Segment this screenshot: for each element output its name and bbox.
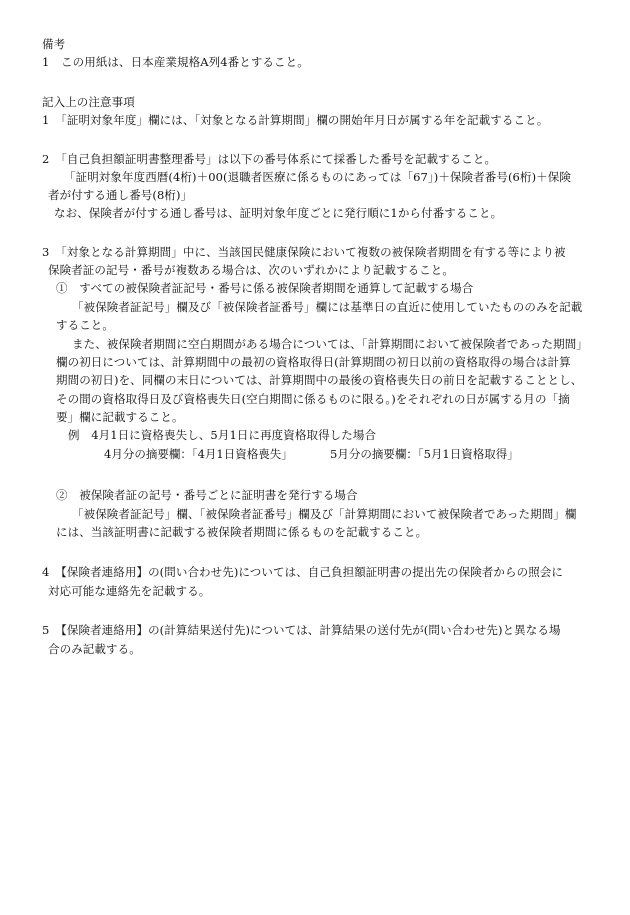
note-3-sub-1-line-7: 要」欄に記載すること。 xyxy=(56,410,184,424)
note-3-sub-2-heading: ② 被保険者証の記号・番号ごとに証明書を発行する場合 xyxy=(56,488,358,502)
remarks-heading: 備考 xyxy=(42,37,66,51)
note-1: 1 「証明対象年度」欄には、「対象となる計算期間」欄の開始年月日が属する年を記載すること。 xyxy=(42,113,549,127)
note-3-sub-1-line-2: すること。 xyxy=(56,318,114,332)
note-3-example-may: 5月分の摘要欄：「5月1日資格取得」 xyxy=(330,447,519,461)
note-4-line-2: 対応可能な連絡先を記載する。 xyxy=(48,584,211,598)
note-3-line-1: 3 「対象となる計算期間」中に、当該国民健康保険において複数の被保険者期間を有する等により被 xyxy=(42,245,566,259)
note-2-line-1: 2 「自己負担額証明書整理番号」は以下の番号体系にて採番した番号を記載すること。 xyxy=(42,152,497,166)
remarks-item-1: 1 この用紙は、日本産業規格A列4番とすること。 xyxy=(42,55,309,69)
notes-heading: 記入上の注意事項 xyxy=(42,95,135,109)
note-3-sub-1-line-3: また、被保険者期間に空白期間がある場合については、「計算期間において被保険者であった期間」 xyxy=(72,337,588,351)
note-3-sub-1-line-4: 欄の初日については、計算期間中の最初の資格取得日(計算期間の初日以前の資格取得の場合は計算 xyxy=(56,355,571,369)
note-5-line-1: 5 【保険者連絡用】の(計算結果送付先)については、計算結果の送付先が(問い合わせ先)と異なる場 xyxy=(42,623,561,637)
note-3-sub-2-line-2: には、当該証明書に記載する被保険者期間に係るものを記載すること。 xyxy=(56,525,428,539)
note-3-sub-2-line-1: 「被保険者証記号」欄、「被保険者証番号」欄及び「計算期間において被保険者であった期間」欄 xyxy=(72,507,577,521)
note-3-example: 例 4月1日に資格喪失し、5月1日に再度資格取得した場合 xyxy=(68,428,377,442)
note-4-line-1: 4 【保険者連絡用】の(問い合わせ先)については、自己負担額証明書の提出先の保険者からの照会に xyxy=(42,565,564,579)
note-3-sub-1-line-6: その間の資格取得日及び資格喪失日(空白期間に係るものに限る。)をそれぞれの日が属する月の「摘 xyxy=(56,392,570,406)
note-3-sub-1-line-1: 「被保険者証記号」欄及び「被保険者証番号」欄には基準日の直近に使用していたもののみを記載 xyxy=(72,300,583,314)
note-2-line-3: 者が付する通し番号(8桁)」 xyxy=(48,188,193,202)
note-2-line-4: なお、保険者が付する通し番号は、証明対象年度ごとに発行順に1から付番すること。 xyxy=(54,206,503,220)
note-3-sub-1-line-5: 期間の初日)を、同欄の末日については、計算期間中の最後の資格喪失日の前日を記載することとし、 xyxy=(56,373,583,387)
note-5-line-2: 合のみ記載する。 xyxy=(48,642,141,656)
note-3-line-2: 保険者証の記号・番号が複数ある場合は、次のいずれかにより記載すること。 xyxy=(48,263,454,277)
note-3-example-april: 4月分の摘要欄：「4月1日資格喪失」 xyxy=(104,447,293,461)
note-2-line-2: 「証明対象年度西暦(4桁)＋00(退職者医療に係るものにあっては「67」)＋保険者番号(6桁)＋保険 xyxy=(64,170,571,184)
note-3-sub-1-heading: ① すべての被保険者証記号・番号に係る被保険者期間を通算して記載する場合 xyxy=(56,281,474,295)
